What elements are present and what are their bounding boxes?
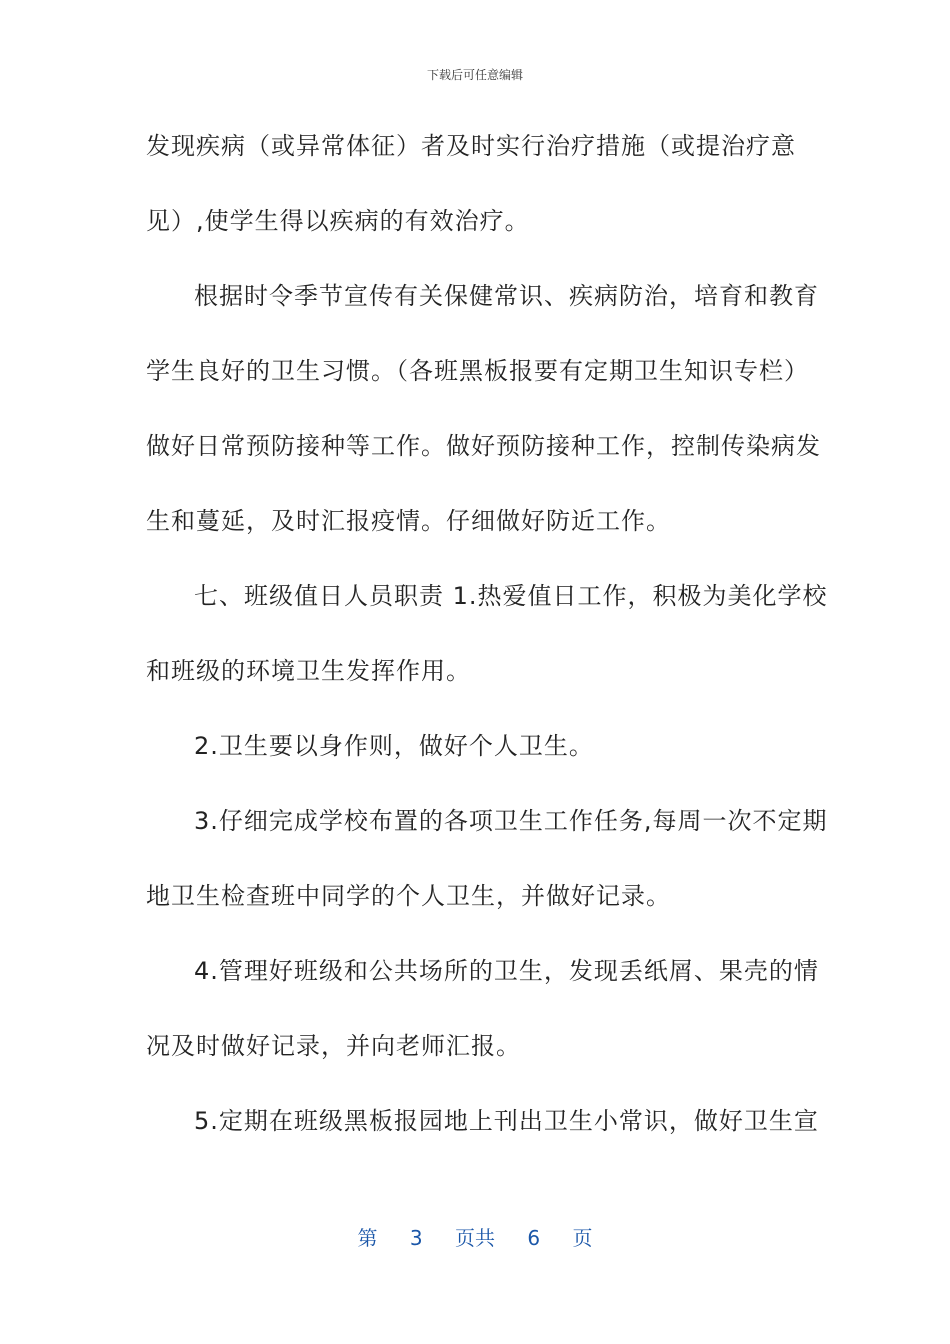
body-line-2: 见）,使学生得以疾病的有效治疗。 bbox=[146, 207, 530, 235]
footer-di: 第 bbox=[357, 1226, 378, 1250]
body-line-12: 4.管理好班级和公共场所的卫生，发现丢纸屑、果壳的情 bbox=[194, 957, 819, 985]
footer-current-page: 3 bbox=[409, 1226, 423, 1250]
body-line-11: 地卫生检查班中同学的个人卫生，并做好记录。 bbox=[146, 882, 671, 910]
body-line-4: 学生良好的卫生习惯。（各班黑板报要有定期卫生知识专栏） bbox=[146, 357, 809, 385]
header-note: 下载后可任意编辑 bbox=[426, 68, 523, 82]
document-body bbox=[146, 122, 828, 1172]
page-footer bbox=[0, 1222, 950, 1251]
body-line-6: 生和蔓延，及时汇报疫情。仔细做好防近工作。 bbox=[146, 507, 671, 535]
body-line-7: 七、班级值日人员职责 1.热爱值日工作，积极为美化学校 bbox=[194, 582, 828, 610]
footer-ye-gong: 页共 bbox=[455, 1226, 495, 1250]
body-line-8: 和班级的环境卫生发挥作用。 bbox=[146, 657, 471, 685]
body-line-9: 2.卫生要以身作则，做好个人卫生。 bbox=[194, 732, 594, 760]
body-line-13: 况及时做好记录，并向老师汇报。 bbox=[146, 1032, 521, 1060]
body-line-5: 做好日常预防接种等工作。做好预防接种工作，控制传染病发 bbox=[146, 432, 821, 460]
footer-ye: 页 bbox=[572, 1226, 593, 1250]
body-line-3: 根据时令季节宣传有关保健常识、疾病防治，培育和教育 bbox=[194, 282, 819, 310]
body-line-1: 发现疾病（或异常体征）者及时实行治疗措施（或提治疗意 bbox=[146, 132, 796, 160]
body-line-10: 3.仔细完成学校布置的各项卫生工作任务,每周一次不定期 bbox=[194, 807, 828, 835]
body-line-14: 5.定期在班级黑板报园地上刊出卫生小常识，做好卫生宣 bbox=[194, 1107, 819, 1135]
footer-total-pages: 6 bbox=[527, 1226, 541, 1250]
